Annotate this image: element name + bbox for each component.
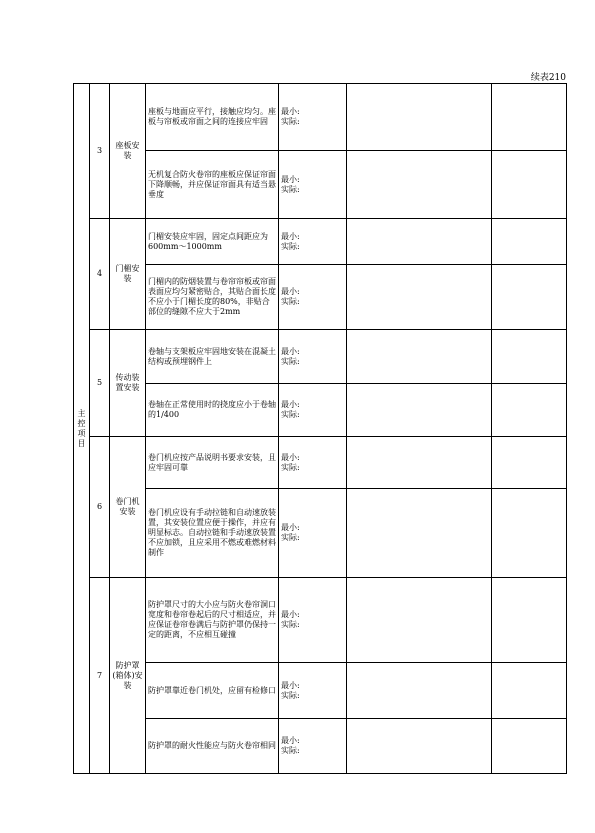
min-label: 最小: xyxy=(281,680,300,690)
result-cell[interactable] xyxy=(347,437,492,489)
actual-label: 实际: xyxy=(281,533,300,542)
actual-label: 实际: xyxy=(281,690,300,700)
actual-label: 实际: xyxy=(281,620,300,629)
actual-label: 实际: xyxy=(281,746,300,755)
table-row xyxy=(74,151,567,219)
measurement-cell xyxy=(279,84,347,151)
requirement-text: 无机复合防火卷帘的座板应保证帘面下降顺畅，并应保证帘面具有适当悬垂度 xyxy=(146,151,279,219)
requirement-text: 防护罩尺寸的大小应与防火卷帘洞口宽度和卷帘卷起后的尺寸相适应，并应保证卷帘卷满后与防护罩仍保持一定的距离，不应相互碰撞 xyxy=(146,578,279,663)
result-cell[interactable] xyxy=(347,330,492,384)
requirement-text: 防护罩的耐火性能应与防火卷帘相同 xyxy=(146,719,279,774)
requirement-text: 防护罩靠近卷门机处，应留有检修口 xyxy=(146,663,279,719)
requirement-text: 卷轴与支架板应牢固地安装在混凝土结构或预埋钢件上 xyxy=(146,330,279,384)
table-row xyxy=(74,265,567,330)
remark-cell[interactable] xyxy=(492,330,567,384)
item-name: 传动装置安装 xyxy=(110,330,146,437)
actual-label: 实际: xyxy=(281,297,300,306)
min-label: 最小: xyxy=(281,736,300,745)
remark-cell[interactable] xyxy=(492,151,567,219)
measurement-cell xyxy=(279,437,347,489)
min-label: 最小: xyxy=(281,287,300,296)
category-label: 主控项目 xyxy=(77,408,86,448)
requirement-text: 卷轴在正常使用时的挠度应小于卷轴的1/400 xyxy=(146,384,279,437)
min-label: 最小: xyxy=(281,346,300,356)
measurement-cell xyxy=(279,219,347,265)
min-label: 最小: xyxy=(281,523,300,532)
result-cell[interactable] xyxy=(347,219,492,265)
item-number: 3 xyxy=(90,84,110,219)
remark-cell[interactable] xyxy=(492,84,567,151)
requirement-text: 座板与地面应平行，接触应均匀。座板与帘板或帘面之间的连接应牢固 xyxy=(146,84,279,151)
requirement-text: 门楣内的防烟装置与卷帘帘板或帘面表面应均匀紧密贴合，其贴合面长度不应小于门楣长度的80%，非贴合部位的缝隙不应大于2mm xyxy=(146,265,279,330)
min-label: 最小: xyxy=(281,452,300,462)
item-number: 4 xyxy=(90,219,110,330)
actual-label: 实际: xyxy=(281,184,300,194)
measurement-cell xyxy=(279,489,347,578)
item-number: 5 xyxy=(90,330,110,437)
result-cell[interactable] xyxy=(347,84,492,151)
page-number: 续表210 xyxy=(530,73,566,83)
table-row xyxy=(74,578,567,663)
measurement-cell xyxy=(279,578,347,663)
item-name: 座板安装 xyxy=(110,84,146,219)
actual-label: 实际: xyxy=(281,462,300,472)
min-label: 最小: xyxy=(281,107,300,116)
min-label: 最小: xyxy=(281,400,300,409)
remark-cell[interactable] xyxy=(492,265,567,330)
measurement-cell xyxy=(279,663,347,719)
measurement-cell xyxy=(279,719,347,774)
result-cell[interactable] xyxy=(347,384,492,437)
remark-cell[interactable] xyxy=(492,384,567,437)
remark-cell[interactable] xyxy=(492,437,567,489)
item-name: 卷门机安装 xyxy=(110,437,146,578)
item-number: 6 xyxy=(90,437,110,578)
item-number: 7 xyxy=(90,578,110,774)
actual-label: 实际: xyxy=(281,410,300,419)
table-row xyxy=(74,330,567,384)
min-label: 最小: xyxy=(281,231,300,241)
table-row xyxy=(74,719,567,774)
min-label: 最小: xyxy=(281,610,300,619)
min-label: 最小: xyxy=(281,174,300,184)
result-cell[interactable] xyxy=(347,151,492,219)
measurement-cell xyxy=(279,384,347,437)
table-row xyxy=(74,219,567,265)
table-row xyxy=(74,663,567,719)
result-cell[interactable] xyxy=(347,489,492,578)
result-cell[interactable] xyxy=(347,578,492,663)
remark-cell[interactable] xyxy=(492,719,567,774)
actual-label: 实际: xyxy=(281,117,300,126)
measurement-cell xyxy=(279,330,347,384)
requirement-text: 卷门机应按产品说明书要求安装，且应牢固可靠 xyxy=(146,437,279,489)
actual-label: 实际: xyxy=(281,356,300,366)
requirement-text: 门楣安装应牢固，固定点间距应为600mm～1000mm xyxy=(146,219,279,265)
measurement-cell xyxy=(279,151,347,219)
table-row xyxy=(74,489,567,578)
remark-cell[interactable] xyxy=(492,219,567,265)
requirement-text: 卷门机应设有手动拉链和自动速放装置，其安装位置应便于操作，并应有明显标志。自动拉链和手动速放装置不应加锁，且应采用不燃或难燃材料制作 xyxy=(146,489,279,578)
inspection-table xyxy=(73,83,567,774)
category-cell xyxy=(74,84,90,774)
result-cell[interactable] xyxy=(347,719,492,774)
actual-label: 实际: xyxy=(281,241,300,251)
remark-cell[interactable] xyxy=(492,578,567,663)
remark-cell[interactable] xyxy=(492,663,567,719)
table-row xyxy=(74,384,567,437)
item-name: 防护罩(箱体)安装 xyxy=(110,578,146,774)
result-cell[interactable] xyxy=(347,265,492,330)
item-name: 门楣安装 xyxy=(110,219,146,330)
table-row xyxy=(74,84,567,151)
table-row xyxy=(74,437,567,489)
measurement-cell xyxy=(279,265,347,330)
remark-cell[interactable] xyxy=(492,489,567,578)
result-cell[interactable] xyxy=(347,663,492,719)
